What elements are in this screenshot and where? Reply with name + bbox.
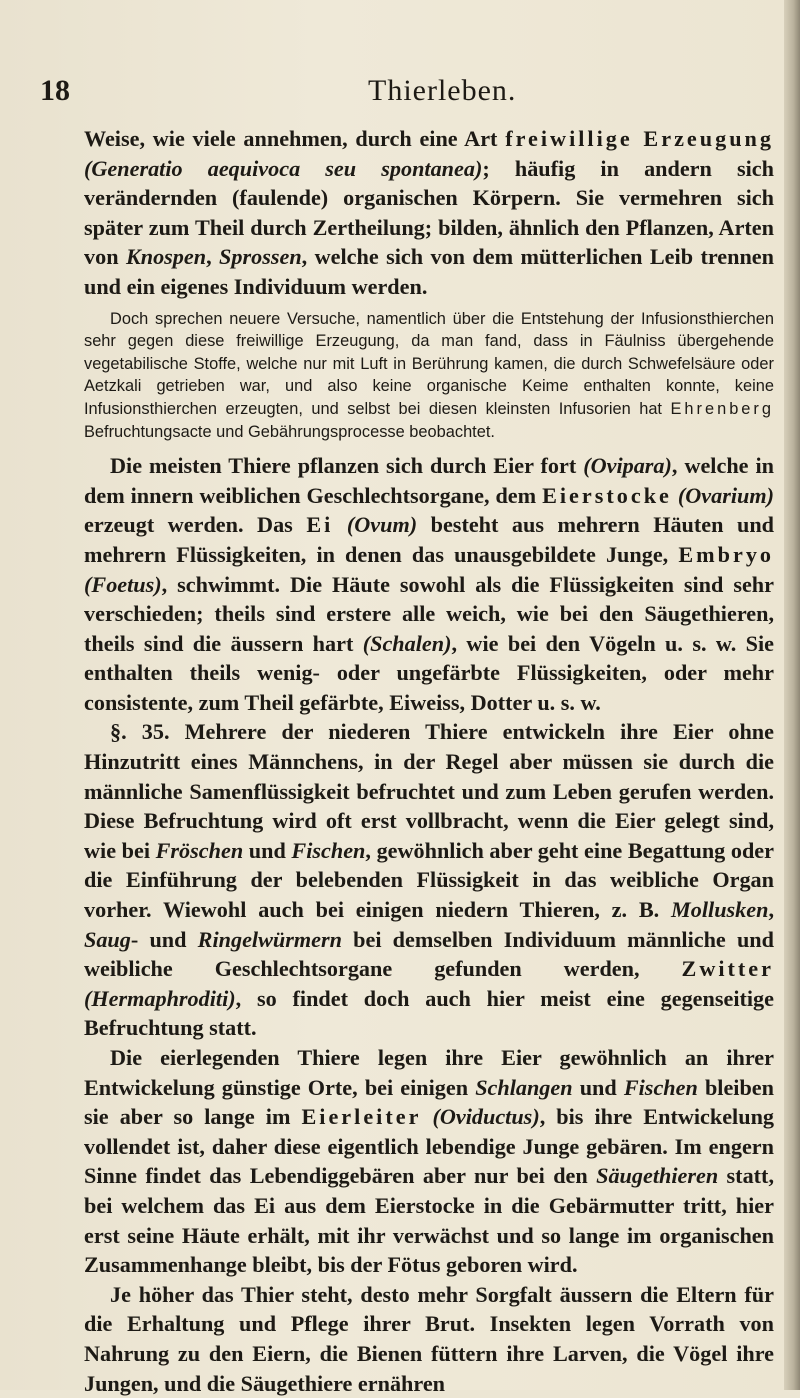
spaced-term: Eierleiter xyxy=(301,1104,422,1130)
running-head: Thierleben. xyxy=(368,74,517,107)
italic-term: Ringelwürmern xyxy=(197,926,342,952)
italic-term: (Oviductus) xyxy=(432,1104,540,1130)
text-run: Doch sprechen neuere Versuche, namentlich über die Entstehung der Infusionsthierchen sehr gegen diese freiwillige Erzeugung, da man fand, dass in Fäulniss übergehende vegetabilische Stoffe, welche nur mit Luft in Berührung kamen, die durch Schwefelsäure oder Aetzkali getrieben war, und also keine organische Keime enthalten konnte, keine Infusionsthierchen erzeugten, und selbst bei diesen kleinsten Infusorien hat xyxy=(84,309,774,418)
italic-term: Fischen xyxy=(291,837,366,863)
spaced-term: freiwillige Erzeugung xyxy=(505,126,774,151)
text-run: Je höher das Thier steht, desto mehr Sorgfalt äussern die Eltern für die Erhaltung und Pflege ihrer Brut. Insekten legen Vorrath von Nahrung zu den Eiern, die Bienen füttern ihre Larven, die Vögel ihre Jungen, und die Säugethiere ernähren xyxy=(84,1281,774,1396)
spaced-term: Ehrenberg xyxy=(670,399,774,418)
text-run: , gewöhnlich aber geht eine Begattung oder die Einführung der belebenden Flüssigkeit in das weibliche Organ vorher. Wiewohl auch bei einigen niedern Thieren, z. B. xyxy=(84,837,774,923)
text-run: besteht aus mehrern Häuten und mehrern Flüssigkeiten, in denen das unausgebildete Junge, xyxy=(84,512,775,567)
italic-term: Schlangen xyxy=(475,1074,573,1100)
text-run: und xyxy=(572,1074,624,1100)
text-run: bleiben sie aber so lange im xyxy=(84,1074,774,1130)
text-run: Weise, wie viele annehmen, durch eine Art xyxy=(84,126,506,151)
italic-term: (Generatio aequivoca seu spontanea) xyxy=(84,155,483,181)
text-run xyxy=(333,512,347,537)
text-run: , schwimmt. Die Häute sowohl als die Flüssigkeiten sind sehr verschieden; theils sind erstere alle weich, wie bei den Säugethieren, theils sind die äussern hart xyxy=(84,571,774,656)
text-run: - und xyxy=(130,926,198,952)
italic-term: (Schalen) xyxy=(362,630,452,656)
page-edge xyxy=(784,0,800,1390)
text-paragraph xyxy=(84,1280,774,1398)
italic-term: Fischen xyxy=(623,1074,698,1100)
spaced-term: Zwitter xyxy=(681,956,774,982)
text-run: Die eierlegenden Thiere legen ihre Eier gewöhnlich an ihrer Entwickelung günstige Orte, bei einigen xyxy=(84,1045,774,1100)
text-paragraph xyxy=(84,124,774,302)
text-run: Befruchtungsacte und Gebährungsprocesse beobachtet. xyxy=(84,422,495,441)
text-run: , welche sich von dem mütterlichen Leib trennen und ein eigenes Individuum werden. xyxy=(84,244,774,299)
spaced-term: Embryo xyxy=(678,541,774,567)
italic-term: (Ovum) xyxy=(346,512,418,538)
text-paragraph xyxy=(84,717,774,1043)
text-run: , so findet doch auch hier meist eine gegenseitige Befruchtung statt. xyxy=(84,985,774,1041)
text-run: , wie bei den Vögeln u. s. w. Sie enthalten theils wenig- oder ungefärbte Flüssigkeiten, oder mehr consistente, zum Theil gefärbte, Eiweiss, Dotter u. s. w. xyxy=(84,630,774,715)
text-run: , xyxy=(768,897,774,923)
italic-term: Fröschen xyxy=(155,837,244,863)
text-run: erzeugt werden. Das xyxy=(84,512,307,538)
text-run: §. 35. Mehrere der niederen Thiere entwickeln ihre Eier ohne Hinzutritt eines Männchens, in der Regel aber müssen sie durch die männliche Samenflüssigkeit befruchtet und zum Leben gerufen werden. Diese Befruchtung wird oft erst vollbracht, wenn die Eier gelegt sind, wie bei xyxy=(84,719,774,863)
italic-term: (Ovarium) xyxy=(677,482,775,508)
text-run: , welche in dem innern weiblichen Geschlechtsorgane, dem xyxy=(84,453,774,508)
italic-term: Saug xyxy=(84,926,131,952)
italic-term: (Foetus) xyxy=(84,571,162,597)
italic-term: (Hermaphroditi) xyxy=(84,985,236,1011)
italic-term: Mollusken xyxy=(671,897,769,923)
text-run: , xyxy=(206,244,220,270)
page-header xyxy=(0,74,800,114)
italic-term: Knospen xyxy=(125,244,207,270)
italic-term: Sprossen xyxy=(219,244,302,270)
text-run: , bis ihre Entwickelung vollendet ist, daher diese eigentlich lebendige Junge gebären. Im engern Sinne findet das Lebendiggebären aber nur bei den xyxy=(84,1104,774,1189)
page-number: 18 xyxy=(40,74,70,107)
text-paragraph xyxy=(84,1043,774,1280)
text-run: bei demselben Individuum männliche und weibliche Geschlechtsorgane gefunden werden, xyxy=(84,926,774,982)
italic-term: Säugethieren xyxy=(596,1163,719,1189)
text-run xyxy=(421,1104,432,1129)
text-run: Die meisten Thiere pflanzen sich durch Eier fort xyxy=(110,453,584,479)
text-run: und xyxy=(243,837,292,863)
text-run: statt, bei welchem das Ei aus dem Eierstocke in die Gebärmutter tritt, hier erst seine Häute erhält, mit ihr verwächst und so lange im organischen Zusammenhange bleibt, bis der Fötus geboren wird. xyxy=(84,1163,774,1278)
body-text xyxy=(84,124,774,1398)
footnote-paragraph xyxy=(84,308,774,444)
text-run: ; häufig in andern sich verändernden (faulende) organischen Körpern. Sie vermehren sich später zum Theil durch Zertheilung; bilden, ähnlich den Pflanzen, Arten von xyxy=(84,155,774,270)
spaced-term: Ei xyxy=(306,512,334,538)
italic-term: (Ovipara) xyxy=(583,453,672,479)
spaced-term: Eierstocke xyxy=(542,482,672,508)
text-paragraph xyxy=(84,451,774,717)
